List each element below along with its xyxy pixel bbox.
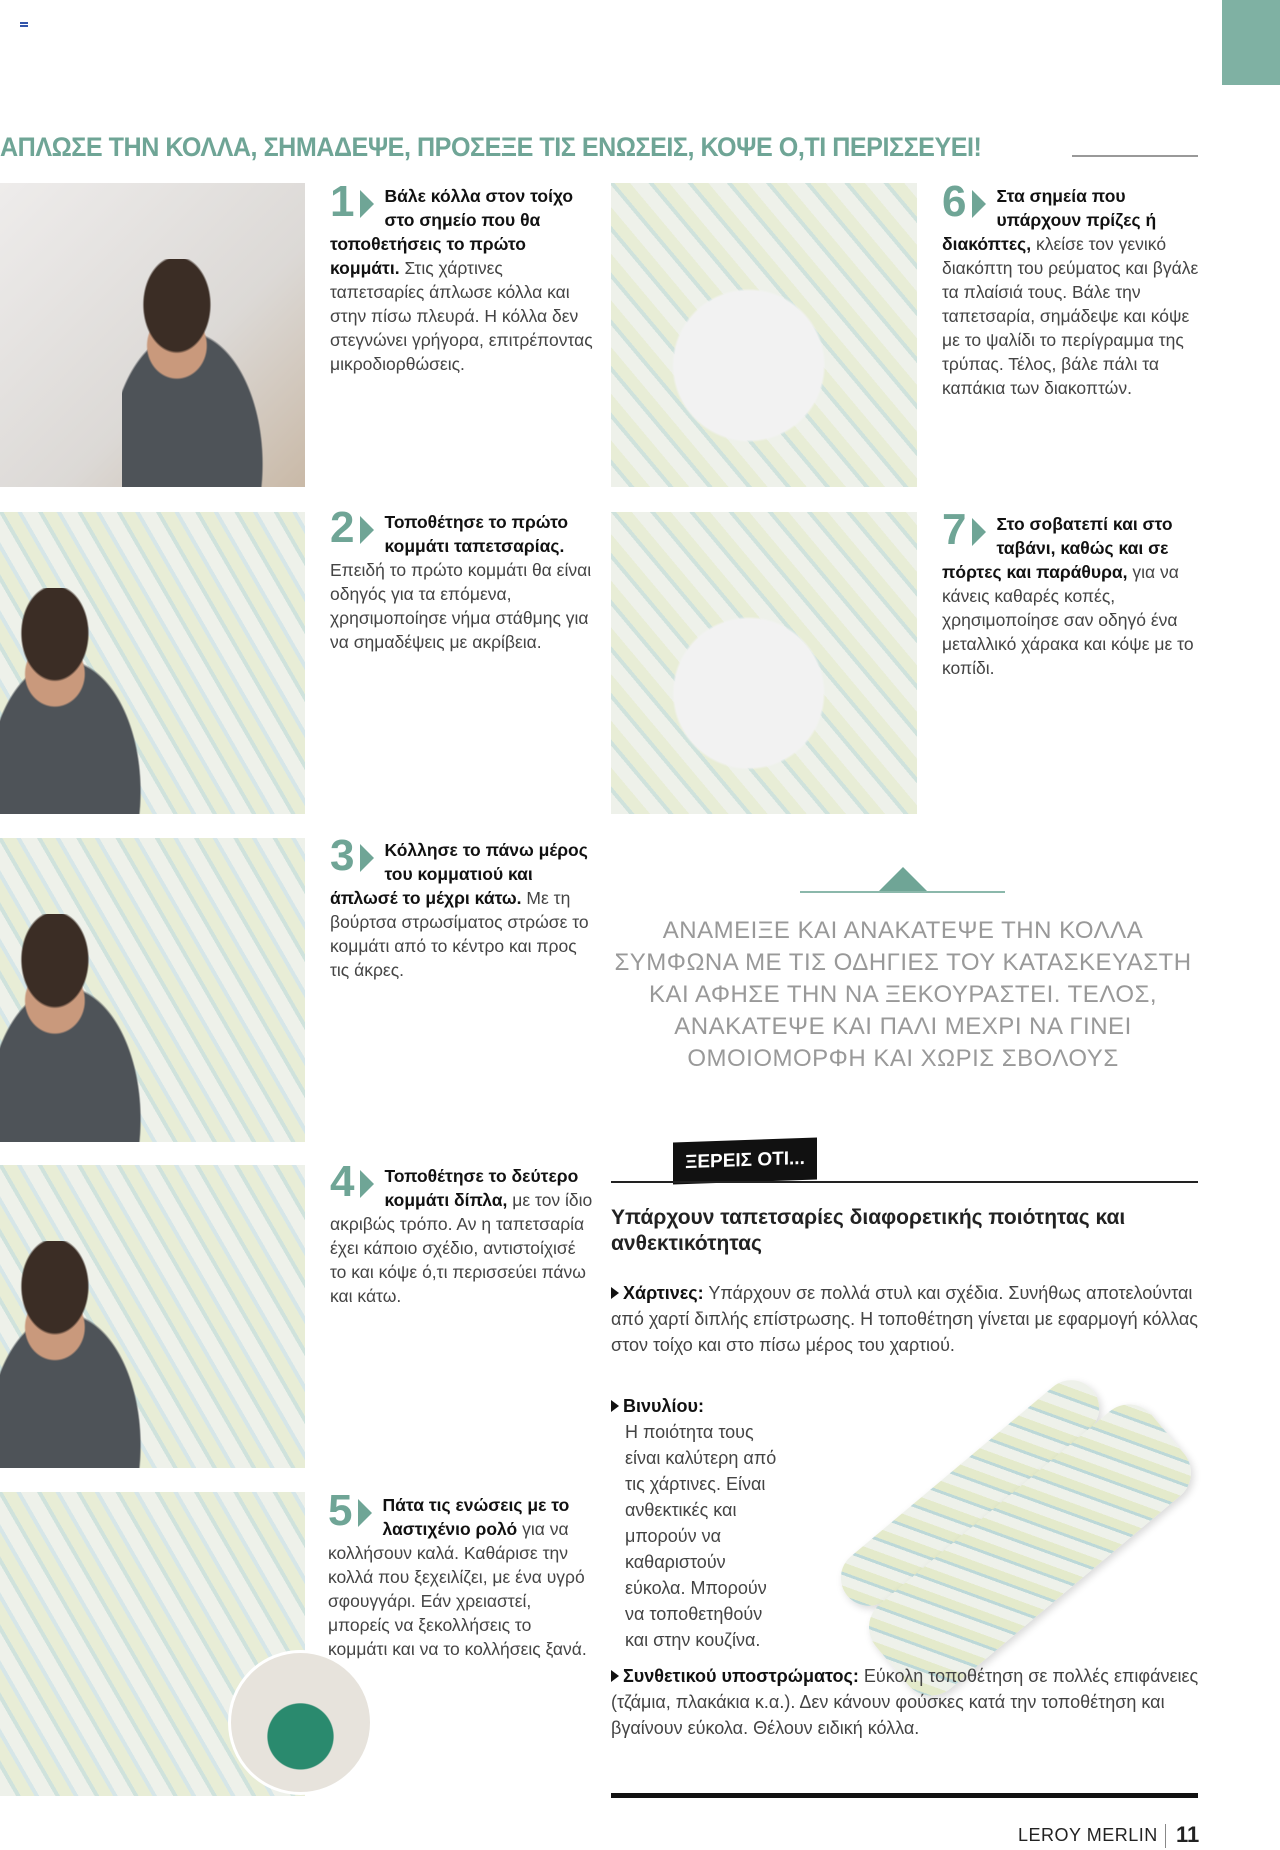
step-number: 3 bbox=[330, 831, 355, 880]
step-7 bbox=[942, 505, 1207, 680]
bullet-text: Η ποιότητα τους είναι καλύτερη από τις χάρτινες. Είναι ανθεκτικές και μπορούν να καθαριστούν εύκολα. Μπορούν να τοποθετηθούν και στην κουζίνα. bbox=[625, 1422, 777, 1650]
step-arrow-icon bbox=[360, 190, 374, 218]
step-number: 6 bbox=[942, 177, 967, 226]
step-number: 2 bbox=[330, 503, 355, 552]
step-text: για να κάνεις καθαρές κοπές, χρησιμοποίησε σαν οδηγό ένα μεταλλικό χάρακα και κόψε με το κοπίδι. bbox=[942, 562, 1194, 678]
bullet-arrow-icon bbox=[611, 1400, 619, 1412]
bullet-lead: Συνθετικού υποστρώματος: bbox=[623, 1666, 859, 1686]
step-text: Με τη βούρτσα στρωσίματος στρώσε το κομμάτι από το κέντρο και προς τις άκρες. bbox=[330, 888, 589, 980]
step-text: Επειδή το πρώτο κομμάτι θα είναι οδηγός για τα επόμενα, χρησιμοποίησε νήμα στάθμης για να σημαδέψεις με ακρίβεια. bbox=[330, 560, 592, 652]
bullet-text: Υπάρχουν σε πολλά στυλ και σχέδια. Συνήθως αποτελούνται από χαρτί διπλής επίστρωσης. Η τοποθέτηση γίνεται με εφαρμογή κόλλας στον τοίχο και στο πίσω μέρος του χαρτιού. bbox=[611, 1283, 1198, 1355]
bullet-lead: Βινυλίου: bbox=[623, 1396, 704, 1416]
step-lead: Τοποθέτησε το δεύτερο κομμάτι δίπλα, bbox=[384, 1166, 579, 1210]
heading-rule bbox=[1072, 155, 1198, 157]
step-arrow-icon bbox=[358, 1499, 372, 1527]
step-arrow-icon bbox=[360, 516, 374, 544]
step-6 bbox=[942, 177, 1207, 400]
photo-step-4-second-piece bbox=[0, 1165, 305, 1468]
step-5 bbox=[328, 1486, 590, 1661]
section-heading: ΑΠΛΩΣΕ ΤΗΝ ΚΟΛΛΑ, ΣΗΜΑΔΕΨΕ, ΠΡΟΣΕΞΕ ΤΙΣ ΕΝΩΣΕΙΣ, ΚΟΨΕ Ο,ΤΙ ΠΕΡΙΣΣΕΥΕΙ! bbox=[0, 132, 982, 162]
step-arrow-icon bbox=[360, 844, 374, 872]
bullet-lead: Χάρτινες: bbox=[623, 1283, 704, 1303]
step-lead: Τοποθέτησε το πρώτο κομμάτι ταπετσαρίας. bbox=[384, 512, 569, 556]
did-you-know-rule bbox=[611, 1181, 1198, 1183]
did-you-know-badge: ΞΕΡΕΙΣ ΟΤΙ... bbox=[673, 1137, 817, 1184]
step-lead: Στο σοβατεπί και στο ταβάνι, καθώς και σε πόρτες και παράθυρα, bbox=[942, 514, 1173, 582]
bullet-vinyl bbox=[611, 1393, 781, 1653]
page-tab bbox=[1222, 0, 1280, 85]
step-4 bbox=[330, 1157, 595, 1308]
bullet-text: Εύκολη τοποθέτηση σε πολλές επιφάνειες (τζάμια, πλακάκια κ.α.). Δεν κάνουν φούσκες κατά την τοποθέτηση και βγαίνουν εύκολα. Θέλουν ειδική κόλλα. bbox=[611, 1666, 1199, 1738]
bullet-synthetic bbox=[611, 1663, 1201, 1741]
step-lead: Βάλε κόλλα στον τοίχο στο σημείο που θα τοποθετήσεις το πρώτο κομμάτι. bbox=[330, 186, 574, 278]
footer-separator bbox=[1165, 1824, 1166, 1848]
step-text: Στις χάρτινες ταπετσαρίες άπλωσε κόλλα και στην πίσω πλευρά. Η κόλλα δεν στεγνώνει γρήγορα, επιτρέποντας μικροδιορθώσεις. bbox=[330, 258, 593, 374]
photo-step-2-hang-wallpaper bbox=[0, 512, 305, 814]
photo-step-1-glue-brush bbox=[0, 183, 305, 487]
step-lead: Στα σημεία που υπάρχουν πρίζες ή διακόπτες, bbox=[942, 186, 1157, 254]
step-text: για να κολλήσουν καλά. Καθάρισε την κολλά που ξεχειλίζει, με ένα υγρό σφουγγάρι. Εάν χρειαστεί, μπορείς να ξεκολλήσεις το κομμάτι και να το κολλήσεις ξανά. bbox=[328, 1519, 587, 1659]
photo-step-6-socket-cut bbox=[611, 183, 917, 487]
bullet-paper bbox=[611, 1280, 1201, 1358]
step-text: με τον ίδιο ακριβώς τρόπο. Αν η ταπετσαρία έχει κάποιο σχέδιο, αντιστοίχισέ το και κόψε ό,τι περισσεύει πάνω και κάτω. bbox=[330, 1190, 593, 1306]
step-arrow-icon bbox=[360, 1170, 374, 1198]
step-arrow-icon bbox=[972, 518, 986, 546]
corner-mark-icon bbox=[20, 22, 28, 27]
section-end-rule bbox=[611, 1793, 1198, 1798]
step-2 bbox=[330, 503, 595, 654]
wallpaper-rolls-image bbox=[820, 1375, 1200, 1635]
photo-sponge-inset bbox=[228, 1650, 373, 1795]
step-number: 4 bbox=[330, 1157, 355, 1206]
step-number: 5 bbox=[328, 1486, 353, 1535]
step-1 bbox=[330, 177, 595, 376]
bullet-arrow-icon bbox=[611, 1287, 619, 1299]
callout-rule bbox=[800, 891, 1005, 893]
step-lead: Κόλλησε το πάνω μέρος του κομματιού και άπλωσέ το μέχρι κάτω. bbox=[330, 840, 588, 908]
step-arrow-icon bbox=[972, 190, 986, 218]
footer-brand: LEROY MERLIN bbox=[1018, 1825, 1158, 1845]
step-text: κλείσε τον γενικό διακόπτη του ρεύματος και βγάλε τα πλαίσιά τους. Βάλε την ταπετσαρία, σημάδεψε και κόψε με το ψαλίδι το περίγραμμα της τρύπας. Τέλος, βάλε πάλι τα καπάκια των διακοπτών. bbox=[942, 234, 1199, 398]
bullet-arrow-icon bbox=[611, 1670, 619, 1682]
page-number: 11 bbox=[1176, 1822, 1200, 1847]
glue-tip-callout: ΑΝΑΜΕΙΞΕ ΚΑΙ ΑΝΑΚΑΤΕΨΕ ΤΗΝ ΚΟΛΛΑ ΣΥΜΦΩΝΑ ΜΕ ΤΙΣ ΟΔΗΓΙΕΣ ΤΟΥ ΚΑΤΑΣΚΕΥΑΣΤΗ ΚΑΙ ΑΦΗΣΕ ΤΗΝ ΝΑ ΞΕΚΟΥΡΑΣΤΕΙ. ΤΕΛΟΣ, ΑΝΑΚΑΤΕΨΕ ΚΑΙ ΠΑΛΙ ΜΕΧΡΙ ΝΑ ΓΙΝΕΙ ΟΜΟΙΟΜΟΡΦΗ ΚΑΙ ΧΩΡΙΣ ΣΒΟΛΟΥΣ bbox=[614, 917, 1192, 1072]
step-3 bbox=[330, 831, 595, 982]
step-number: 7 bbox=[942, 505, 967, 554]
callout-triangle-icon bbox=[879, 867, 927, 891]
did-you-know-title: Υπάρχουν ταπετσαρίες διαφορετικής ποιότητας και ανθεκτικότητας bbox=[611, 1206, 1126, 1255]
step-lead: Πάτα τις ενώσεις με το λαστιχένιο ρολό bbox=[382, 1495, 570, 1539]
step-number: 1 bbox=[330, 177, 355, 226]
photo-step-7-knife-ruler bbox=[611, 512, 917, 814]
photo-step-3-smooth-brush bbox=[0, 838, 305, 1142]
